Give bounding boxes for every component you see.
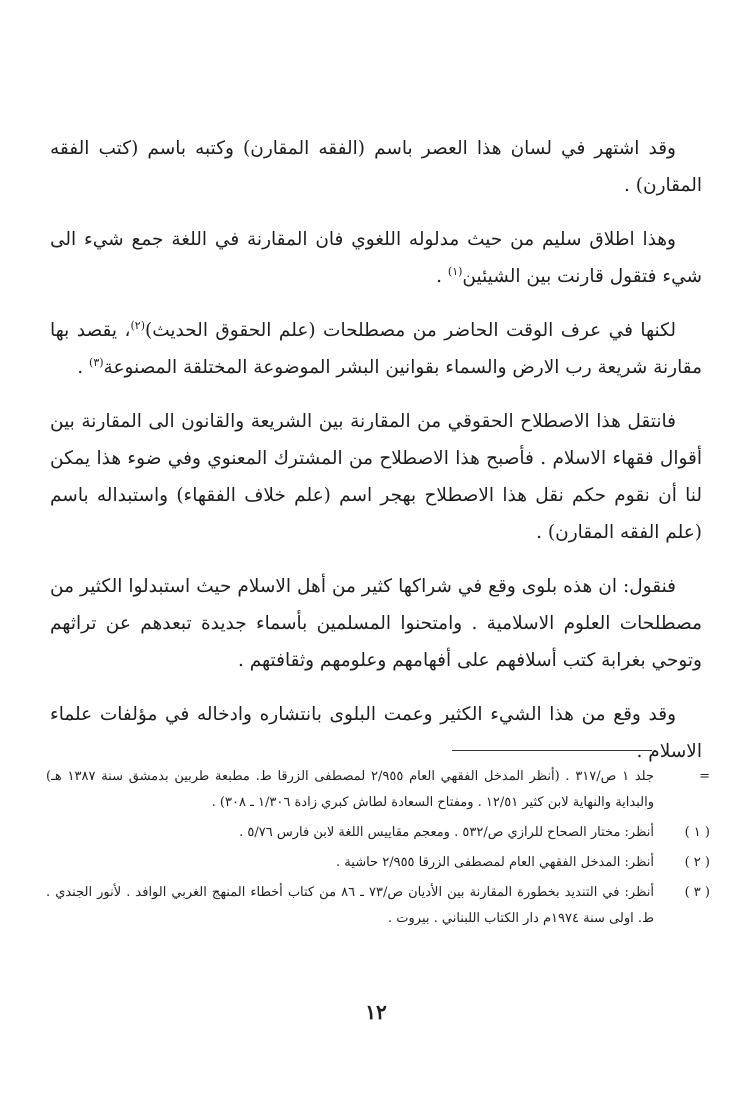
page-number: ١٢ bbox=[365, 1000, 387, 1024]
footnote-continued bbox=[46, 764, 710, 816]
paragraph-6 bbox=[50, 696, 702, 770]
footnote-1 bbox=[46, 820, 710, 846]
footnote-text: أنظر: المدخل الفقهي العام لمصطفى الزرقا ٢/٩٥٥ حاشية . bbox=[336, 855, 654, 870]
footnote-ref-3: (٣) bbox=[89, 355, 104, 369]
main-text-body bbox=[50, 130, 702, 787]
paragraph-4 bbox=[50, 403, 702, 551]
footnote-marker: ( ٣ ) bbox=[684, 885, 710, 900]
paragraph-1-text: وقد اشتهر في لسان هذا العصر باسم (الفقه المقارن) وكتبه باسم (كتب الفقه المقارن) . bbox=[50, 138, 702, 196]
footnote-ref-1: (١) bbox=[447, 264, 463, 278]
paragraph-1 bbox=[50, 130, 702, 204]
footnote-marker: ( ١ ) bbox=[684, 825, 710, 840]
paragraph-2-tail: . bbox=[436, 266, 448, 287]
footnote-text: أنظر: مختار الصحاح للرازي ص/٥٣٢ . ومعجم مقاييس اللغة لابن فارس ٥/٧٦ . bbox=[239, 825, 654, 840]
paragraph-2 bbox=[50, 221, 702, 295]
footnotes-section bbox=[46, 764, 710, 936]
footnote-ref-2: (٢) bbox=[130, 318, 145, 332]
footnote-divider bbox=[452, 750, 652, 751]
paragraph-4-text: فانتقل هذا الاصطلاح الحقوقي من المقارنة بين الشريعة والقانون الى المقارنة بين أقوال فقهاء الاسلام . فأصبح هذا الاصطلاح من المشترك المعنوي وفي ضوء هذا يمكن لنا أن نقوم حكم نقل هذا الاصطلاح بهجر اسم (علم خلاف الفقهاء) واستبداله باسم (علم الفقه المقارن) . bbox=[50, 411, 702, 543]
paragraph-3-tail-2: . bbox=[77, 357, 90, 378]
paragraph-6-text: وقد وقع من هذا الشيء الكثير وعمت البلوى بانتشاره وادخاله في مؤلفات علماء الاسلام . bbox=[50, 704, 702, 762]
footnote-text: جلد ١ ص/٣١٧ . (أنظر المدخل الفقهي العام ٢/٩٥٥ لمصطفى الزرقا ط. مطبعة طربين بدمشق سنة ١٣٨٧ هـ) والبداية والنهاية لابن كثير ١٢/٥١ . ومفتاح السعادة لطاش كبري زادة ١/٣٠٦ ـ ٣٠٨) . bbox=[46, 769, 655, 810]
paragraph-2-text: وهذا اطلاق سليم من حيث مدلوله اللغوي فان المقارنة في اللغة جمع شيء الى شيء فتقول قارنت بين الشيئين bbox=[50, 229, 702, 287]
paragraph-3-text: لكنها في عرف الوقت الحاضر من مصطلحات (علم الحقوق الحديث) bbox=[145, 320, 676, 341]
paragraph-5 bbox=[50, 568, 702, 679]
footnote-3 bbox=[46, 880, 710, 932]
footnote-marker: = bbox=[699, 769, 710, 784]
paragraph-3 bbox=[50, 312, 702, 386]
footnote-2 bbox=[46, 850, 710, 876]
paragraph-3-tail: ، يقصد بها مقارنة شريعة رب الارض والسماء بقوانين البشر الموضوعة المختلقة المصنوعة bbox=[50, 320, 702, 378]
footnote-text: أنظر: في التنديد بخطورة المقارنة بين الأديان ص/٧٣ ـ ٨٦ من كتاب أخطاء المنهج الغربي الوافد . لأنور الجندي . ط. اولى سنة ١٩٧٤م دار الكتاب اللبناني . بيروت . bbox=[46, 885, 654, 926]
footnote-marker: ( ٢ ) bbox=[684, 855, 710, 870]
paragraph-5-text: فنقول: ان هذه بلوى وقع في شراكها كثير من أهل الاسلام حيث استبدلوا الكثير من مصطلحات العلوم الاسلامية . وامتحنوا المسلمين بأسماء جديدة تبعدهم عن تراثهم وتوحي بغرابة كتب أسلافهم على أفهامهم وعلومهم وثقافتهم . bbox=[50, 576, 702, 671]
